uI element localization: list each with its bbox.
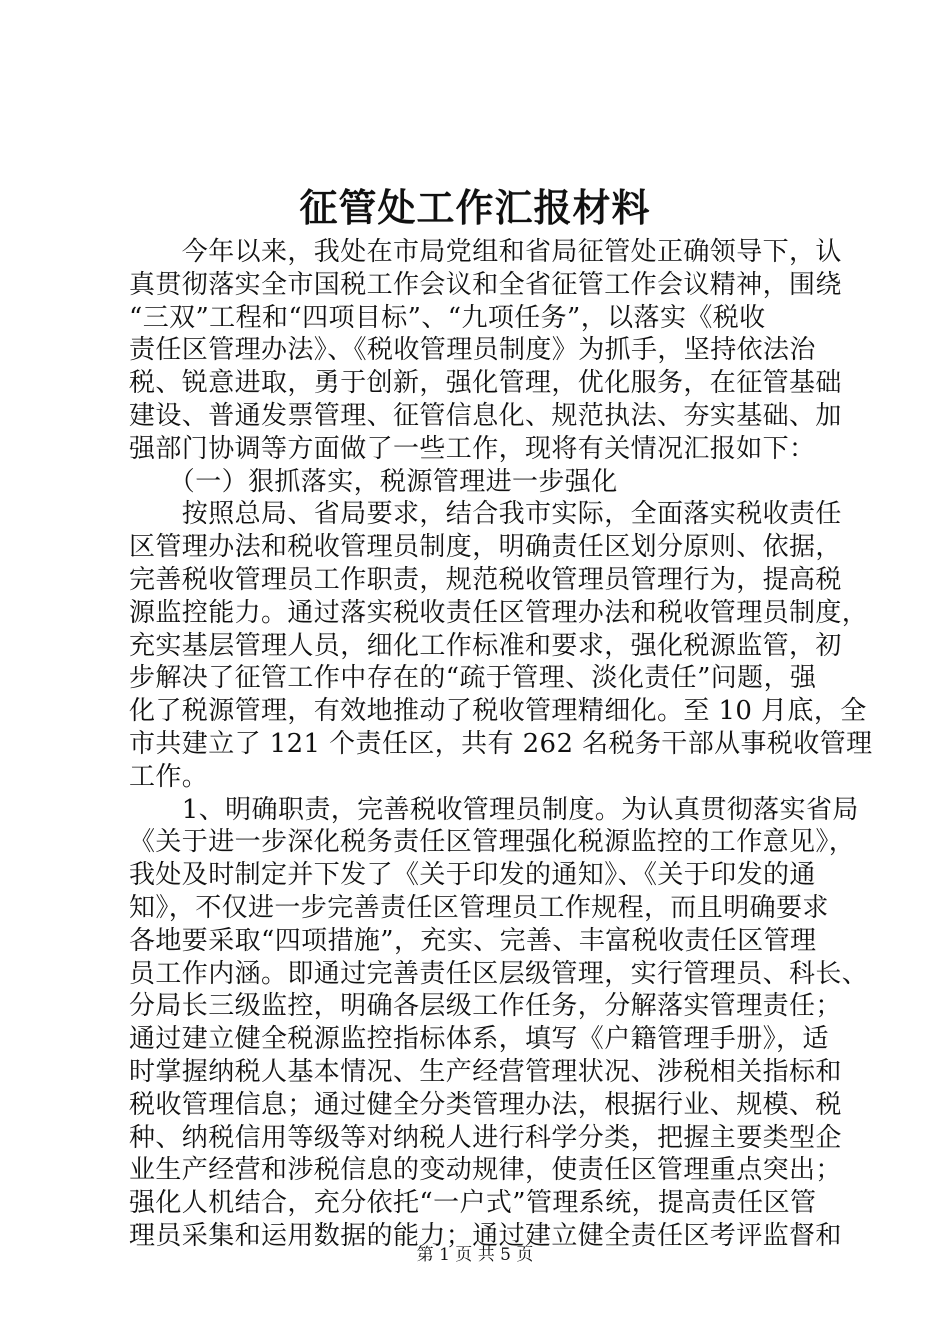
body-line: 工作。 bbox=[129, 761, 209, 792]
body-line: 分局长三级监控，明确各层级工作任务，分解落实管理责任； bbox=[129, 991, 842, 1022]
document-body bbox=[129, 236, 873, 1253]
page-number-footer: 第 1 页 共 5 页 bbox=[416, 1245, 534, 1265]
body-line: 我处及时制定并下发了《关于印发的通知》、《关于印发的通 bbox=[129, 860, 816, 891]
body-line: 知》，不仅进一步完善责任区管理员工作规程，而且明确要求 bbox=[129, 892, 829, 923]
body-line: 市共建立了 121 个责任区，共有 262 名税务干部从事税收管理 bbox=[129, 728, 873, 759]
body-line: 充实基层管理人员，细化工作标准和要求，强化税源监管，初 bbox=[129, 630, 842, 661]
body-line: 1、明确职责，完善税收管理员制度。为认真贯彻落实省局 bbox=[129, 794, 859, 825]
body-line: 强化人机结合，充分依托“一户式”管理系统，提高责任区管 bbox=[129, 1188, 817, 1219]
section-heading: （一）狠抓落实，税源管理进一步强化 bbox=[129, 466, 618, 497]
body-line: 员工作内涵。即通过完善责任区层级管理，实行管理员、科长、 bbox=[129, 958, 869, 989]
body-line: 理员采集和运用数据的能力；通过建立健全责任区考评监督和 bbox=[129, 1220, 842, 1251]
body-line: 建设、普通发票管理、征管信息化、规范执法、夯实基础、加 bbox=[129, 400, 842, 431]
body-line: 化了税源管理，有效地推动了税收管理精细化。至 10 月底，全 bbox=[129, 696, 867, 727]
body-line: 业生产经营和涉税信息的变动规律，使责任区管理重点突出； bbox=[129, 1155, 842, 1186]
body-line: 按照总局、省局要求，结合我市实际，全面落实税收责任 bbox=[129, 499, 842, 530]
body-line: 今年以来，我处在市局党组和省局征管处正确领导下，认 bbox=[129, 237, 842, 267]
body-line: 真贯彻落实全市国税工作会议和全省征管工作会议精神，围绕 bbox=[129, 269, 842, 300]
body-line: 源监控能力。通过落实税收责任区管理办法和税收管理员制度， bbox=[129, 597, 869, 628]
body-line: 步解决了征管工作中存在的“疏于管理、淡化责任”问题，强 bbox=[129, 663, 817, 694]
body-line: 通过建立健全税源监控指标体系，填写《户籍管理手册》，适 bbox=[129, 1024, 829, 1055]
body-line: 强部门协调等方面做了一些工作，现将有关情况汇报如下： bbox=[129, 433, 816, 464]
body-line: 《关于进一步深化税务责任区管理强化税源监控的工作意见》， bbox=[129, 827, 856, 858]
body-line: 时掌握纳税人基本情况、生产经营管理状况、涉税相关指标和 bbox=[129, 1056, 842, 1087]
body-line: 各地要采取“四项措施”，充实、完善、丰富税收责任区管理 bbox=[129, 925, 817, 956]
body-line: “三双”工程和“四项目标”、“九项任务”，以落实《税收 bbox=[129, 302, 766, 333]
body-line: 种、纳税信用等级等对纳税人进行科学分类，把握主要类型企 bbox=[129, 1122, 842, 1153]
body-line: 税收管理信息；通过健全分类管理办法，根据行业、规模、税 bbox=[129, 1089, 842, 1120]
body-line: 完善税收管理员工作职责，规范税收管理员管理行为，提高税 bbox=[129, 564, 842, 595]
document-title: 征管处工作汇报材料 bbox=[299, 185, 651, 230]
body-line: 区管理办法和税收管理员制度，明确责任区划分原则、依据， bbox=[129, 532, 842, 563]
body-line: 税、锐意进取，勇于创新，强化管理，优化服务，在征管基础 bbox=[129, 368, 842, 399]
body-line: 责任区管理办法》、《税收管理员制度》为抓手，坚持依法治 bbox=[129, 335, 816, 366]
